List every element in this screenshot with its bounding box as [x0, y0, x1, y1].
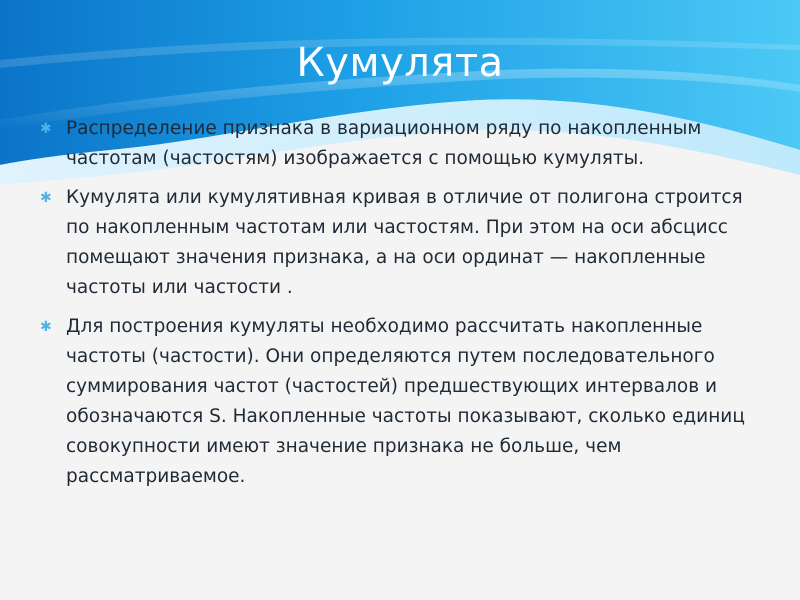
bullet-text: Кумулята или кумулятивная кривая в отличие от полигона строится по накопленным частотам или частостям. При этом на оси абсцисс помещают значения признака, а на оси ординат — накопленные частоты или частости .: [66, 187, 743, 298]
bullet-list: [40, 114, 770, 501]
slide-title: Кумулята: [296, 40, 504, 86]
bullet-text: Для построения кумуляты необходимо рассчитать накопленные частоты (частости). Они определяются путем последовательного суммирования частот (частостей) предшествующих интервалов и обозначаются S. Накопленные частоты показывают, сколько единиц совокупности имеют значение признака не больше, чем рассматриваемое.: [66, 316, 745, 487]
bullet-text: Распределение признака в вариационном ряду по накопленным частотам (частостям) изображается с помощью кумуляты.: [66, 118, 702, 169]
asterisk-icon: ✱: [40, 121, 52, 137]
asterisk-icon: ✱: [40, 190, 52, 206]
list-item: [40, 114, 770, 174]
list-item: [40, 312, 770, 492]
asterisk-icon: ✱: [40, 319, 52, 335]
list-item: [40, 183, 770, 303]
